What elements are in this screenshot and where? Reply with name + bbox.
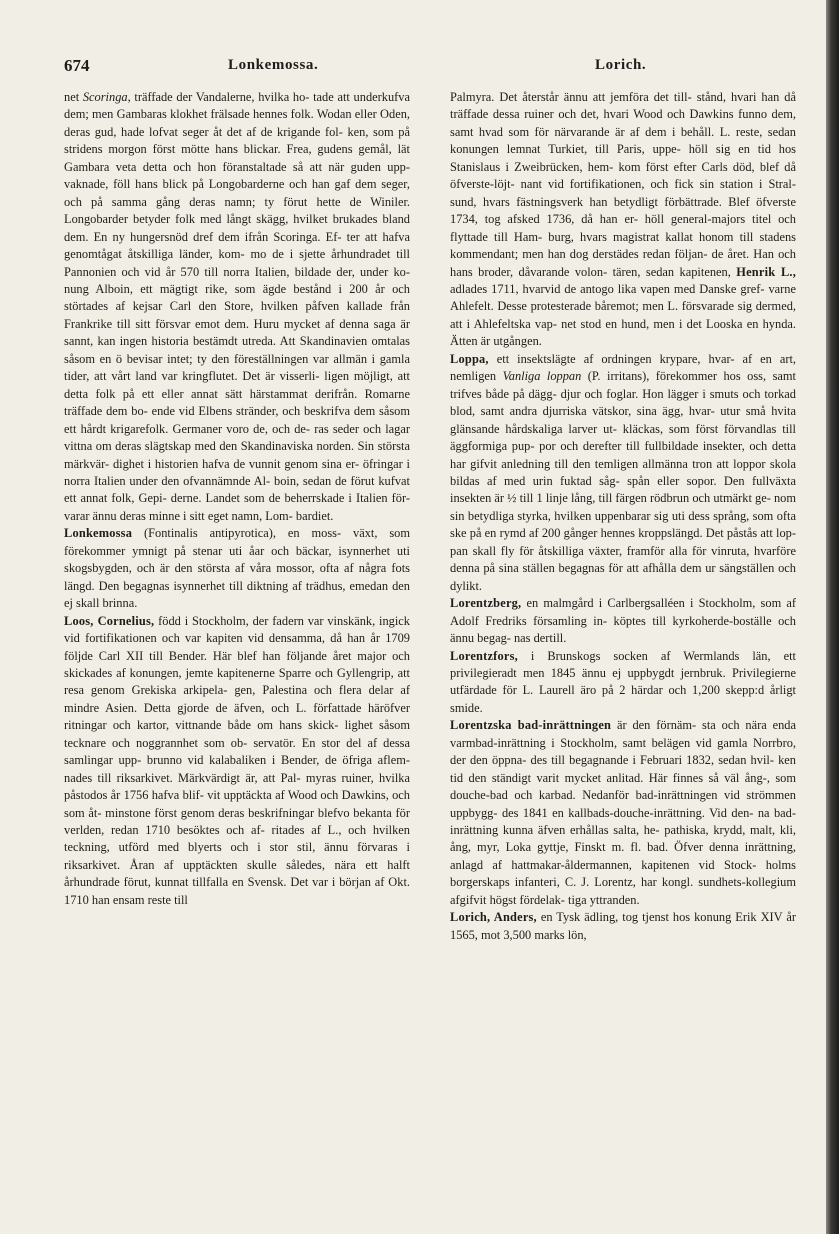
headword: Lorentzfors, [450,648,518,663]
entry-longobarder-continued: net Scoringa, träffade der Vandalerne, hvilka ho- tade att underkufva dem; men Gambaras klokhet frälsade hennes folk. Wodan eller Oden, deras gud, hade lofvat seger åt det af de krigande fol- ken, som på stridens morgon först mötte hans blickar. Frea, gudens gemål, lät Gambara veta detta och hon föranstaltade så att när guden upp- vaknade, föll hans blick på Longobarderne och han gaf dem seger, och på samma gång deras namn; ty förut hette de Winiler. Longobarder betyder folk med långt skägg, hvilket brukades bland dem. En ny hungersnöd dref dem ifrån Scoringa. Ef- ter att hafva genomtågat åtskilliga länder, kom- mo de i sjette århundradet till Pannonien och vid år 570 till norra Italien, bildade der, under ko- nung Alboin, ett mägtigt rike, som ägde bestånd i 200 år och störtades af kejsar Carl den Store, hvilken påfven kallade från Frankrike till sitt försvar emot dem. Huru mycket af denna saga är sannt, kan ingen historia bestämdt utreda. Att Skandinavien omtalas såsom en ö bevisar intet; ty den föreställningen var allmän i gamla tider, att vårt land var kringflutet. Det är visserli- ligen möjligt, att detta folk på ett eller annat sätt härstammat derifrån. Romarne träffade dem bo- ende vid Elbens stränder, och beskrifva dem såsom ett hårdt krigarefolk. Germaner voro de, och de- ras seder och lagar vittna om deras slägtskap med den Skandinaviska norden. Sin största märkvär- dighet i historien hafva de vunnit genom sina er- öfringar i norra Italien under den ofvannämnde Al- boin, sedan de förut kufvat ett annat folk, Gepi- derne. Landet som de beherrskade i Italien för- varar ännu deras minne i sitt eget namn, Lom- bardiet. [64,90,410,523]
entry-lorich-anders: Lorich, Anders, en Tysk ädling, tog tjenst hos konung Erik XIV år 1565, mot 3,500 marks lön, [450,910,796,942]
entry-loppa: Loppa, ett insektslägte af ordningen krypare, hvar- af en art, nemligen Vanliga loppan (P. irritans), förekommer hos oss, samt trifves både på dägg- djur och foglar. Hon lägger i smuts och torkad blod, samt andra djurriska vätskor, sina ägg, hvar- utur små hvita glänsande hårdskaliga larver ut- kläckas, som först förvandlas till äggformiga pup- por och derefter till fullbildade insekter, och detta har gifvit anledning till den temligen allmänna tron att loppor skola bildas af med urin fuktad såg- spån eller sopor. Den fullväxta insekten är ½ till 1 linje lång, till färgen rödbrun och utmärkt ge- nom sin betydliga styrka, hvilken uppenbarar sig uti dess språng, som ofta ske på en rymd af 200 gånger hennes kroppslängd. Det påstås att lop- pan skall fly för åtskilliga växter, framför alla för vinruta, hvarföre denna på sina ställen begagnas för att afhålla dem ur sängställen och dylikt. [450,351,796,593]
entry-lonkemossa: Lonkemossa (Fontinalis antipyrotica), en moss- växt, som förekommer ymnigt på stenar uti åar och bäckar, isynnerhet uti skogsbygden, och är den största af våra mossor, ofta af några fots längd. Den begagnas isynnerhet till diktning af trädhus, emedan den ej skall brinna. [64,526,410,611]
headword: Henrik L., [736,264,796,279]
page-number: 674 [64,56,90,75]
right-running-headword: Lorich. [595,57,647,73]
headword: Loppa, [450,351,489,366]
left-running-headword: Lonkemossa. [228,57,319,73]
left-column [64,89,410,909]
headword: Loos, Cornelius, [64,613,155,628]
headword: Lorentzberg, [450,596,522,611]
headword: Lorich, Anders, [450,910,537,925]
entry-lorentzska-bad-inrattningen: Lorentzska bad-inrättningen är den förnäm- sta och nära enda varmbad-inrättning i Stockholm, samt belägen vid gamla Norrbro, der den öppna- des till begagnande i Februari 1832, sedan hvil- ken tid den ständigt varit mycket anlitad. Här finnes så väl ång-, som douche-bad och karbad. Nedanför bad-inrättningen vid strömmen uppbygg- des 1841 en kallbads-douche-inrättning. Vid den- na bad-inrättning kunna äfven erhållas salta, he- pathiska, krydd, malt, kli, ång, myr, Loka gyttje, Finskt m. fl. bad. Öfver denna inrättning, anlagd af hattmakar-åldermannen, kapitenen vid Stock- holms borgerskaps infanteri, C. J. Lorentz, har kongl. sundhets-kollegium afgifvit högst fördelak- tiga yttranden. [450,718,796,907]
entry-loos-continued: Palmyra. Det återstår ännu att jemföra det till- stånd, hvari han då träffade dessa ruiner och det, hvari Wood och Dawkins funno dem, samt hvad som för närvarande är af dem i behåll. L. reste, sedan konungen lemnat Turkiet, till Paris, uppe- höll sig en tid hos Stanislaus i Zweibrücken, hem- kom först efter Carls död, blef då öfverste-löjt- nant vid fortifikationen, och fick sin station i Stral- sund, hvars fästningsverk han betydligt förbättrade. Blef öfverste 1734, tog afsked 1736, då han er- höll general-majors titel och flyttade till Ham- burg, hvars magistrat kallat honom till stadens kommendant; men han dog derstädes redan följan- de året. Han och hans broder, dåvarande volon- tären, sedan kapitenen, Henrik L., adlades 1711, hvarvid de antogo lika vapen med Danske gref- varne Ahlefelt. Desse protesterade båremot; men L. försvarade sig dermed, att i Ahlefeltska vap- net stod en hund, men i det Looska en hynda. Ätten är utgången. [450,90,796,349]
headword: Lonkemossa [64,526,133,541]
entry-lorentzfors: Lorentzfors, i Brunskogs socken af Wermlands län, ett privilegieradt men 1845 ännu ej uppbygdt jernbruk. Privilegierne utfärdade för L. Laurell äro på 2 härdar och 1,200 skepp:d årligt smide. [450,648,796,715]
entry-lorentzberg: Lorentzberg, en malmgård i Carlbergsalléen i Stockholm, som af Adolf Fredriks församling in- köptes till kyrkoherde-boställe och ännu begag- nas dertill. [450,596,796,646]
page-edge-shadow [826,0,839,1234]
entry-loos-cornelius: Loos, Cornelius, född i Stockholm, der fadern var vinskänk, ingick vid fortifikationen och var kapiten vid densamma, då han år 1709 följde Carl XII till Bender. Här blef han följande året major och skickades af konungen, jemte kapitenerne Sparre och Gyllengrip, att resa genom Grekiska arkipela- gen, Palestina och flera delar af mindre Asien. Detta gjorde de äfven, och L. författade häröfver ritningar och kartor, vittnande både om hans skick- lighet såsom tecknare och noggrannhet som ob- servatör. En stor del af dessa samlingar upp- brunno vid kalabaliken i Bender, de öfriga aflem- nades till riksarkivet. Märkvärdigt är, att Pal- myras ruiner, hvilka påstodos år 1756 hafva blif- vit upptäckta af Wood och Dawkins, och som åt- minstone först genom deras beskrifningar blefvo bekanta för verlden, redan 1710 besöktes och af- ritades af L., och hvilken teckning, utförd med blyerts och i stor stil, ännu förvaras i riksarkivet. Åran af upptäckten skulle således, nära ett halft århundrade förut, kunnat tillfalla en Svensk. Det var i början af Okt. 1710 han ensam reste till [64,613,410,907]
running-header [64,56,796,80]
headword: Lorentzska bad-inrättningen [450,718,612,733]
right-column [450,89,796,944]
